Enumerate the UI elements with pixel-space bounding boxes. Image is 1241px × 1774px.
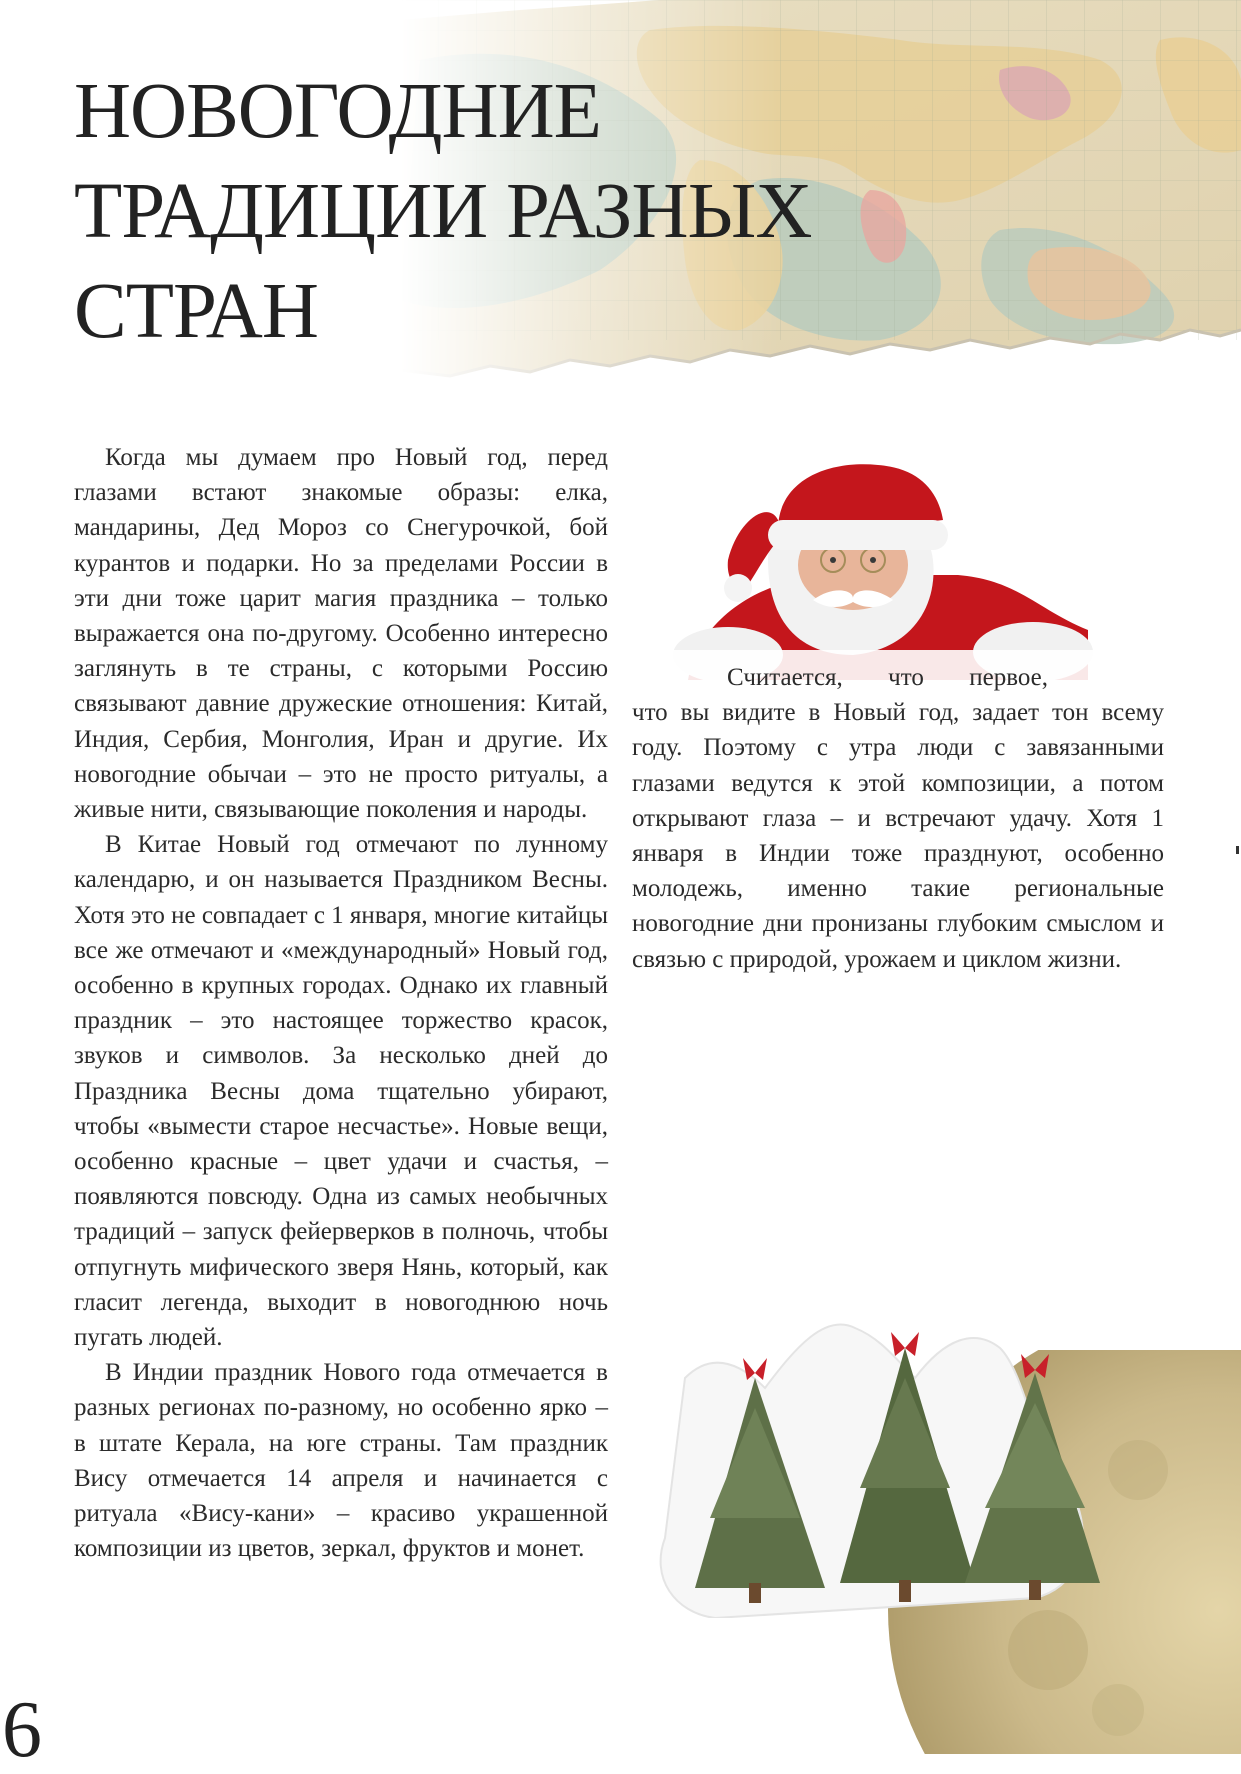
right-text-column xyxy=(632,660,1164,977)
page-title xyxy=(74,62,974,362)
page-number: 6 xyxy=(2,1686,42,1774)
paragraph: В Индии праздник Нового года отмечается в разных регионах по-разному, но особенно ярко – в штате Керала, на юге страны. Там праздник Вису отмечается 14 апреля и начинается с ритуала «Вису-кани» – красиво украшенной композиции из цветов, зеркал, фруктов и монет. xyxy=(74,1359,608,1563)
title-line: НОВОГОДНИЕ xyxy=(74,68,601,155)
left-text-column xyxy=(74,440,608,1567)
paragraph-first-line: Считается, что первое, xyxy=(727,664,1048,691)
paragraph: Когда мы думаем про Новый год, перед глазами встают знакомые образы: елка, мандарины, Дед Мороз со Снегурочкой, бой курантов и подарки. Но за пределами России в эти дни тоже царит магия праздника – только выражается она по-другому. Особенно интересно заглянуть в те страны, с которыми Россию связывают давние дружеские отношения: Китай, Индия, Сербия, Монголия, Иран и другие. Их новогодние обычаи – это не просто ритуалы, а живые нити, связывающие поколения и народы. xyxy=(74,444,608,824)
santa-claus-image xyxy=(618,460,1158,680)
title-line: СТРАН xyxy=(74,268,318,355)
edge-mark xyxy=(1236,846,1239,854)
paragraph: В Китае Новый год отмечают по лунному календарю, и он называется Праздником Весны. Хотя это не совпадает с 1 января, многие китайцы все же отмечают и «международный» Новый год, особенно в крупных городах. Однако их главный праздник – это настоящее торжество красок, звуков и символов. За несколько дней до Праздника Весны дома тщательно убирают, чтобы «вымести старое несчастье». Новые вещи, особенно красные – цвет удачи и счастья, – появляются повсюду. Одна из самых необычных традиций – запуск фейерверков в полночь, чтобы отпугнуть мифического зверя Нянь, который, как гласит легенда, выходит в новогоднюю ночь пугать людей. xyxy=(74,831,608,1352)
paragraph: что вы видите в Новый год, задает тон всему году. Поэтому с утра люди с завязанными глазами ведутся к этой композиции, а потом открывают глаза – и встречают удачу. Хотя 1 января в Индии тоже празднуют, особенно молодежь, именно такие региональные новогодние дни пронизаны глубоким смыслом и связью с природой, урожаем и циклом жизни. xyxy=(632,699,1164,973)
title-line: ТРАДИЦИИ РАЗНЫХ xyxy=(74,168,812,255)
christmas-trees-image xyxy=(655,1318,1135,1618)
